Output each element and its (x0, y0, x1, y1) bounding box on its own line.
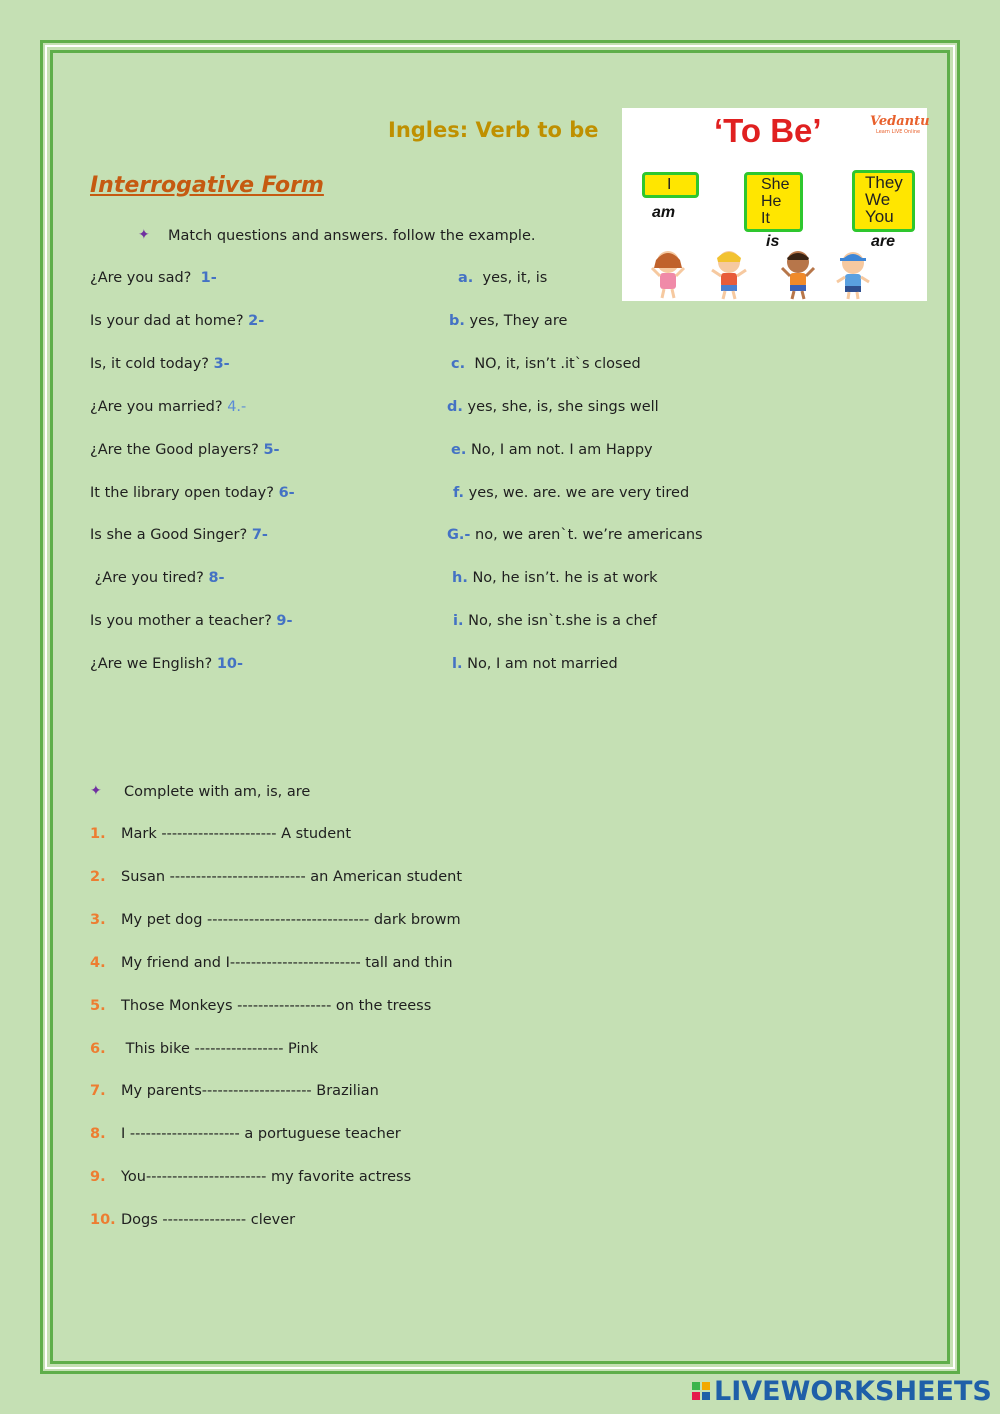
question-item (90, 613, 293, 629)
cartoon-boy-blond-illustration (710, 248, 748, 300)
complete-item-number: 5. (90, 998, 106, 1014)
question-item (90, 656, 243, 672)
answer-letter: G.- (447, 527, 471, 543)
arrow-bullet-icon: ✦ (90, 783, 102, 799)
answer-item (449, 313, 567, 329)
question-text: ¿Are you tired? (90, 570, 209, 586)
question-item (90, 442, 280, 458)
answer-letter: h. (452, 570, 468, 586)
vedantu-logo: Vedantu (870, 114, 930, 129)
complete-item-text: Dogs ---------------- clever (121, 1212, 296, 1228)
answer-item (447, 399, 659, 415)
to-be-chart-image (622, 108, 930, 301)
pronoun-he: He (761, 193, 782, 210)
answer-text: No, she isn`t.she is a chef (463, 613, 657, 629)
question-number: 1- (200, 270, 217, 286)
question-text: ¿Are you married? (90, 399, 228, 415)
cartoon-boy-dark-illustration (780, 248, 816, 300)
answer-letter: l. (452, 656, 463, 672)
question-text: Is your dad at home? (90, 313, 249, 329)
question-number: 6- (278, 485, 295, 501)
answer-text: yes, They are (464, 313, 568, 329)
verb-are: are (871, 233, 896, 250)
question-number: 5- (263, 442, 280, 458)
answer-text: yes, we. are. we are very tired (464, 485, 690, 501)
answer-text: no, we aren`t. we’re americans (470, 527, 703, 543)
answer-letter: c. (451, 356, 466, 372)
pronoun-box-they-we-you (852, 170, 915, 232)
question-text: ¿Are we English? (90, 656, 217, 672)
complete-item-number: 3. (90, 912, 106, 928)
cartoon-boy-cap-illustration (834, 246, 872, 300)
question-item (90, 399, 246, 415)
answer-text: NO, it, isn’t .it`s closed (465, 356, 641, 372)
answer-item (451, 356, 641, 372)
answer-item (452, 570, 658, 586)
question-number: 3- (213, 356, 230, 372)
answer-letter: e. (451, 442, 467, 458)
question-number: 10- (216, 656, 244, 672)
to-be-chart-title: ‘To Be’ (714, 112, 822, 149)
complete-item-text: Susan -------------------------- an American student (121, 869, 463, 885)
complete-item-text: My parents--------------------- Brazilian (121, 1083, 379, 1099)
pronoun-you: You (865, 207, 894, 226)
answer-letter: a. (458, 270, 474, 286)
answer-item (451, 442, 653, 458)
question-text: ¿Are the Good players? (90, 442, 264, 458)
complete-item-number: 10. (90, 1212, 116, 1228)
complete-item-number: 4. (90, 955, 106, 971)
complete-item-text: This bike ----------------- Pink (121, 1041, 319, 1057)
complete-item-text: I --------------------- a portuguese teacher (121, 1126, 401, 1142)
complete-item-text: My pet dog ------------------------------- dark browm (121, 912, 461, 928)
pronoun-i: I (667, 176, 672, 193)
match-instruction: Match questions and answers. follow the example. (168, 228, 536, 244)
complete-item-text: Those Monkeys ------------------ on the treess (121, 998, 432, 1014)
complete-item-text: Mark ---------------------- A student (121, 826, 352, 842)
liveworksheets-logo (692, 1374, 992, 1408)
pronoun-she: She (761, 176, 790, 193)
pronoun-they: They (865, 173, 903, 192)
question-number: 2- (248, 313, 265, 329)
question-text: Is, it cold today? (90, 356, 214, 372)
answer-letter: d. (447, 399, 463, 415)
complete-item-number: 2. (90, 869, 106, 885)
complete-item-text: You----------------------- my favorite actress (121, 1169, 412, 1185)
verb-is: is (766, 233, 780, 250)
question-item (90, 313, 264, 329)
answer-item (453, 485, 689, 501)
question-item (90, 356, 230, 372)
pronoun-box-i (642, 172, 699, 198)
verb-am: am (652, 204, 676, 221)
answer-text: yes, she, is, she sings well (462, 399, 659, 415)
complete-item-number: 1. (90, 826, 106, 842)
question-number: 9- (276, 613, 293, 629)
complete-item-text: My friend and I------------------------- tall and thin (121, 955, 453, 971)
complete-instruction: Complete with am, is, are (124, 784, 311, 800)
answer-text: No, I am not married (462, 656, 618, 672)
complete-item-number: 8. (90, 1126, 106, 1142)
answer-item (453, 613, 657, 629)
answer-letter: f. (453, 485, 465, 501)
question-number: 4.- (227, 399, 247, 415)
question-item (90, 570, 225, 586)
question-text: It the library open today? (90, 485, 279, 501)
cartoon-girl-illustration (650, 248, 686, 300)
answer-item (452, 656, 618, 672)
answer-text: No, he isn’t. he is at work (467, 570, 658, 586)
arrow-bullet-icon: ✦ (138, 227, 150, 243)
liveworksheets-logo-text: LIVEWORKSHEETS (714, 1375, 992, 1407)
question-item (90, 527, 268, 543)
question-number: 8- (208, 570, 225, 586)
worksheet-title: Ingles: Verb to be (388, 118, 599, 142)
answer-letter: i. (453, 613, 464, 629)
answer-text: yes, it, is (473, 270, 548, 286)
question-item (90, 485, 295, 501)
answer-letter: b. (449, 313, 465, 329)
question-text: Is she a Good Singer? (90, 527, 252, 543)
complete-item-number: 6. (90, 1041, 106, 1057)
answer-item (447, 527, 703, 543)
pronoun-it: It (761, 210, 770, 227)
complete-item-number: 9. (90, 1169, 106, 1185)
section-title: Interrogative Form (90, 173, 324, 198)
pronoun-we: We (865, 190, 891, 209)
answer-text: No, I am not. I am Happy (466, 442, 653, 458)
question-text: Is you mother a teacher? (90, 613, 277, 629)
vedantu-logo-tagline: Learn LIVE Online (876, 129, 921, 135)
question-item (90, 270, 217, 286)
complete-item-number: 7. (90, 1083, 106, 1099)
pronoun-box-she-he-it (744, 172, 803, 232)
answer-item (458, 270, 547, 286)
question-number: 7- (251, 527, 268, 543)
question-text: ¿Are you sad? (90, 270, 201, 286)
liveworksheets-logo-icon (692, 1380, 712, 1402)
